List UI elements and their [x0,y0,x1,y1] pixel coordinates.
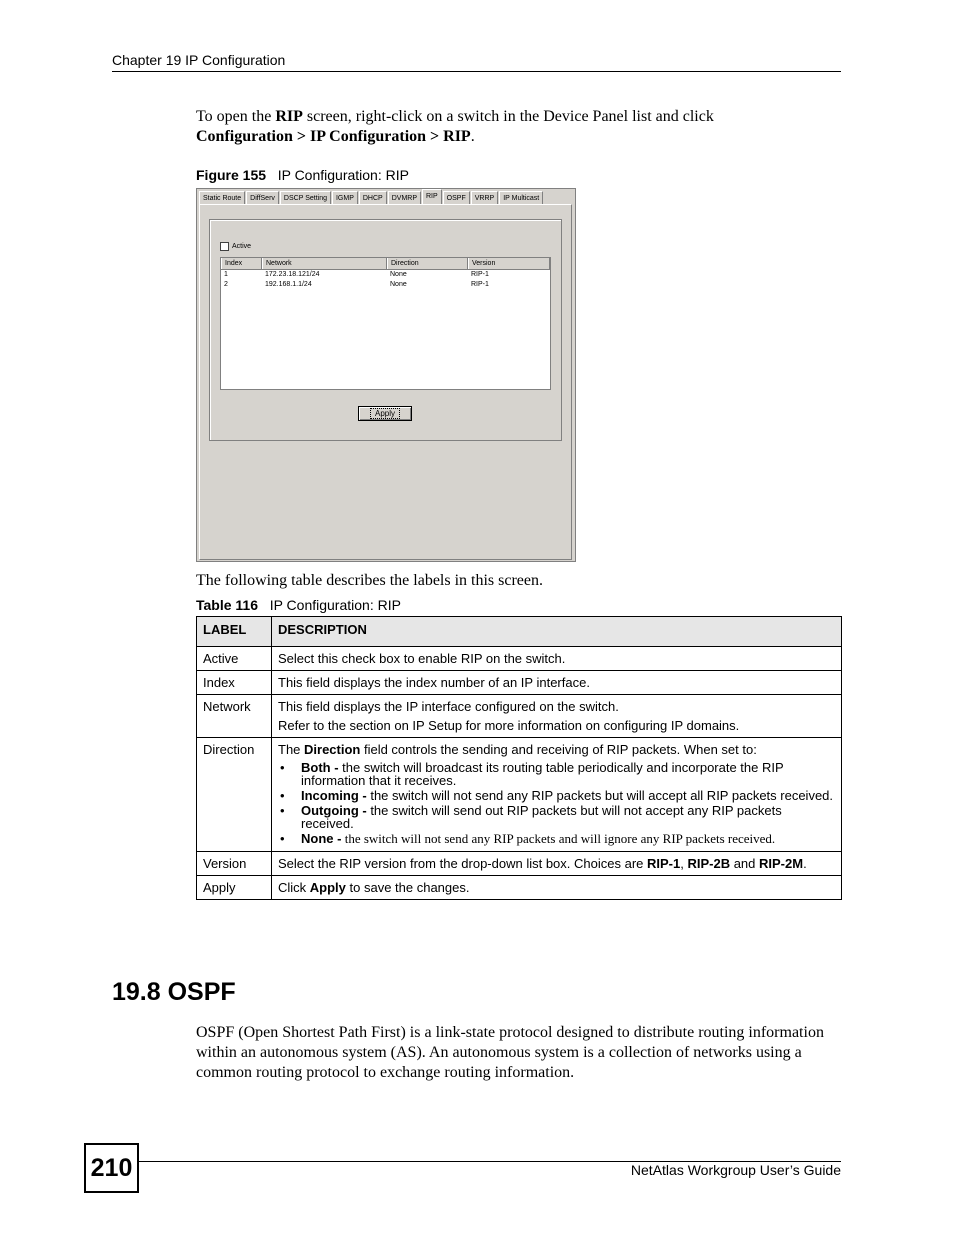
version-end: . [803,856,807,871]
list-header [221,258,550,270]
option-incoming: Incoming - [301,788,367,803]
row-description [272,876,842,900]
table-title: IP Configuration: RIP [269,597,401,613]
intro-end: . [470,128,475,145]
figure-label: Figure 155 [196,167,267,183]
tab-rip[interactable]: RIP [422,189,442,205]
active-checkbox-row [220,242,251,251]
intro-paragraph [196,107,836,147]
tab-dscp-setting[interactable]: DSCP Setting [280,191,331,204]
tab-bar [199,191,544,204]
cell-index: 2 [224,281,228,288]
row-label: Version [197,852,272,876]
option-outgoing-desc: the switch will send out RIP packets but will not accept any RIP packets received. [301,803,782,831]
ospf-paragraph: OSPF (Open Shortest Path First) is a link-state protocol designed to distribute routing information within an autonomous system (AS). An autonomous system is a collection of networks using a common routing protocol to exchange routing information. [196,1024,824,1081]
row-label: Direction [197,738,272,852]
direction-intro [278,742,835,757]
row-label: Network [197,695,272,738]
table-row [197,876,842,900]
apply-bold: Apply [309,880,346,895]
network-desc-1: This field displays the IP interface configured on the switch. [278,699,619,714]
tab-static-route[interactable]: Static Route [199,191,245,204]
active-checkbox-label: Active [232,243,252,250]
row-label: Index [197,671,272,695]
column-version[interactable]: Version [468,258,550,269]
rip-screenshot [196,188,576,562]
version-choice-2: RIP-2B [687,856,731,871]
rip-list [220,257,551,390]
tab-vrrp[interactable]: VRRP [471,191,498,204]
apply-post: to save the changes. [345,880,470,895]
list-row[interactable] [221,280,550,290]
cell-index: 1 [224,271,228,278]
column-index[interactable]: Index [221,258,262,269]
rip-group-box [209,219,562,441]
direction-intro-post: field controls the sending and receiving of RIP packets. When set to: [360,742,757,757]
table-row [197,695,842,738]
header-description: DESCRIPTION [272,617,842,647]
option-none-desc: the switch will not send any RIP packets and will ignore any RIP packets received. [341,831,776,846]
row-description [272,695,842,738]
following-text: The following table describes the labels in this screen. [196,572,544,589]
header-rule [112,71,841,72]
version-pre: Select the RIP version from the drop-down list box. Choices are [278,856,647,871]
version-choice-3: RIP-2M [759,856,804,871]
table-row [197,671,842,695]
cell-direction: None [390,281,407,288]
option-both: Both - [301,760,339,775]
network-desc-2: Refer to the section on IP Setup for more information on configuring IP domains. [278,718,740,733]
apply-pre: Click [278,880,310,895]
list-item [278,804,835,830]
table-row [197,647,842,671]
option-both-desc: the switch will broadcast its routing table periodically and incorporate the RIP information that it receives. [301,760,784,788]
list-row[interactable] [221,270,550,280]
intro-mid: screen, right-click on a switch in the Device Panel list and click [302,108,714,125]
table-row [197,738,842,852]
intro-pre: To open the [196,108,276,125]
tab-igmp[interactable]: IGMP [332,191,358,204]
direction-intro-pre: The [278,742,305,757]
intro-path: Configuration > IP Configuration > RIP [196,128,471,145]
cell-direction: None [390,271,407,278]
column-network[interactable]: Network [262,258,387,269]
version-sep-1: , [680,856,688,871]
tab-ip-multicast[interactable]: IP Multicast [499,191,543,204]
row-label: Active [197,647,272,671]
row-description: Select this check box to enable RIP on the switch. [272,647,842,671]
list-item [278,761,835,787]
running-head: Chapter 19 IP Configuration [112,52,286,68]
intro-rip: RIP [275,108,303,125]
direction-intro-bold: Direction [304,742,361,757]
option-incoming-desc: the switch will not send any RIP packets but will accept all RIP packets received. [366,788,834,803]
section-title: 19.8 OSPF [112,978,236,1006]
table-label: Table 116 [196,597,259,613]
rip-tab-panel [199,204,572,560]
cell-version: RIP-1 [471,271,489,278]
row-description [272,852,842,876]
option-none: None - [301,831,342,846]
table-header-row [197,617,842,647]
table-row [197,852,842,876]
header-label: LABEL [197,617,272,647]
apply-button[interactable] [358,406,412,421]
list-item [278,832,835,845]
figure-title: IP Configuration: RIP [277,167,409,183]
label-description-table [196,616,842,900]
column-direction[interactable]: Direction [387,258,468,269]
figure-caption [196,167,409,183]
cell-network: 192.168.1.1/24 [265,281,312,288]
table-caption [196,597,401,613]
cell-network: 172.23.18.121/24 [265,271,320,278]
version-sep-2: and [730,856,760,871]
direction-options-list [278,761,835,845]
footer-guide-title: NetAtlas Workgroup User’s Guide [630,1162,841,1178]
list-item [278,789,835,802]
tab-dhcp[interactable]: DHCP [359,191,387,204]
page-number: 210 [84,1143,139,1193]
apply-button-label: Apply [370,408,400,419]
tab-diffserv[interactable]: DiffServ [246,191,279,204]
version-choice-1: RIP-1 [647,856,681,871]
row-description: This field displays the index number of an IP interface. [272,671,842,695]
row-description [272,738,842,852]
tab-ospf[interactable]: OSPF [443,191,470,204]
option-outgoing: Outgoing - [301,803,367,818]
active-checkbox[interactable] [220,242,229,251]
tab-dvmrp[interactable]: DVMRP [388,191,421,204]
cell-version: RIP-1 [471,281,489,288]
row-label: Apply [197,876,272,900]
